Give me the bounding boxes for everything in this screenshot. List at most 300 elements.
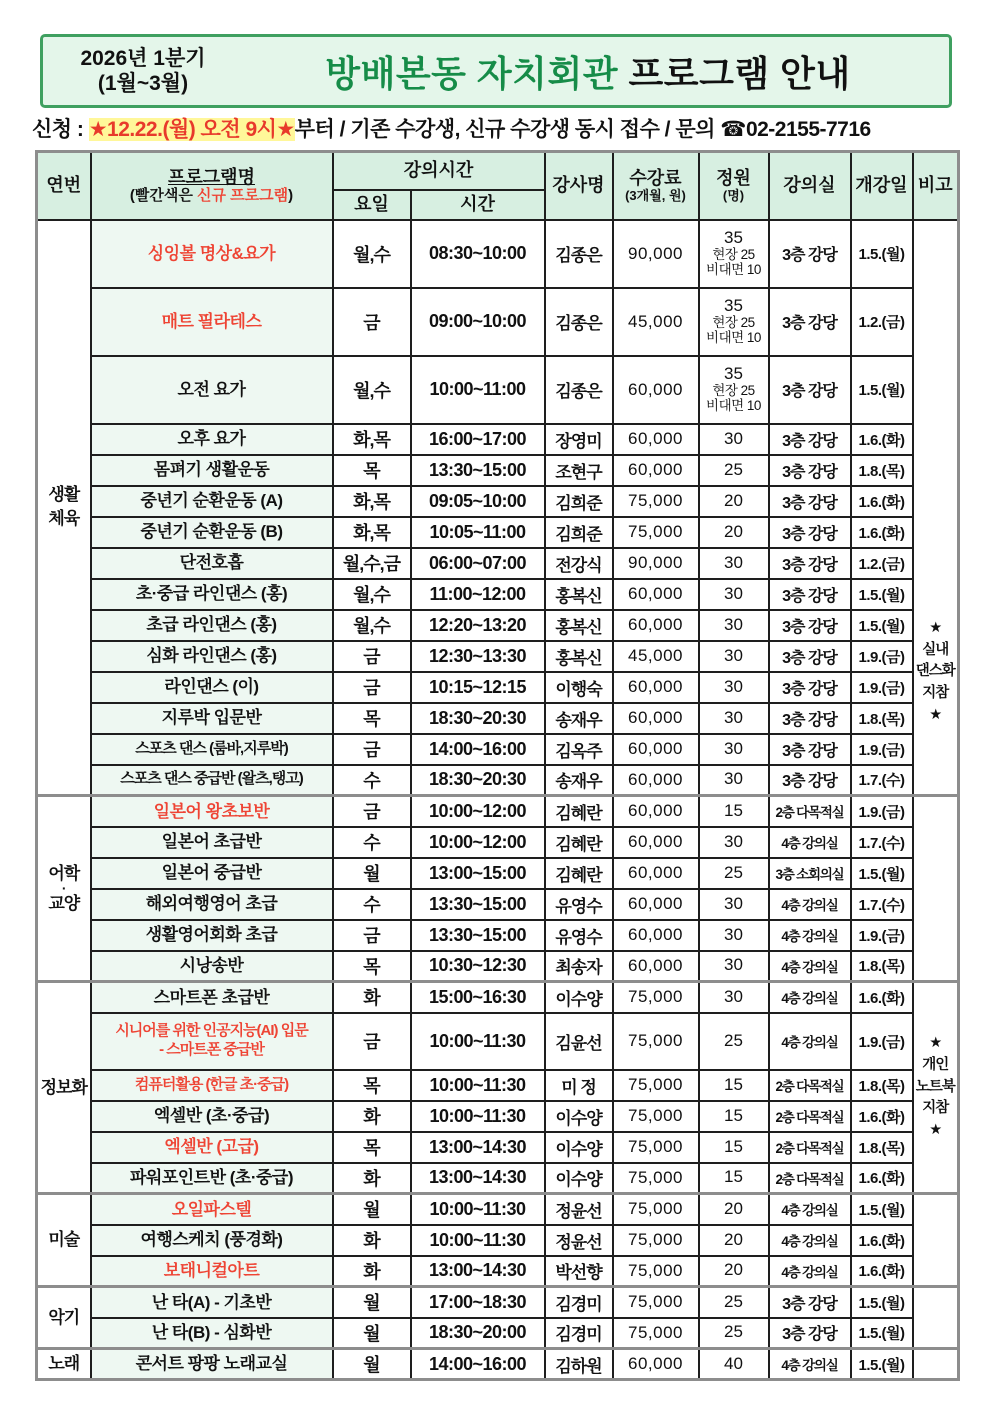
teacher-cell: 김희준 <box>545 517 613 548</box>
room-cell: 3층 강당 <box>769 734 851 765</box>
capacity-sub: 현장 25 <box>712 247 755 262</box>
time-cell: 11:00~12:00 <box>411 579 545 610</box>
fee-cell: 75,000 <box>613 486 699 517</box>
category-label-line: 악기 <box>48 1307 80 1327</box>
capacity-main: 30 <box>724 924 743 944</box>
program-name-cell <box>91 288 333 356</box>
program-name-cell <box>91 920 333 951</box>
day-cell: 화 <box>333 1256 411 1287</box>
fee-cell: 75,000 <box>613 1013 699 1070</box>
category-cell <box>37 796 91 982</box>
program-name-text: 엑셀반 (고급) <box>164 1137 259 1157</box>
table-row <box>37 734 959 765</box>
table-row <box>37 703 959 734</box>
day-cell: 금 <box>333 641 411 672</box>
capacity-main: 35 <box>724 228 743 248</box>
capacity-main: 20 <box>724 1229 743 1249</box>
table-row <box>37 1256 959 1287</box>
program-name-cell <box>91 579 333 610</box>
start-date-cell: 1.5.(월) <box>851 858 913 889</box>
table-row <box>37 455 959 486</box>
day-cell: 월 <box>333 1318 411 1349</box>
capacity-header-line1: 정원 <box>716 167 751 188</box>
room-cell: 3층 강당 <box>769 517 851 548</box>
table-row <box>37 641 959 672</box>
time-cell: 15:00~16:30 <box>411 982 545 1013</box>
start-date-cell: 1.9.(금) <box>851 672 913 703</box>
day-cell: 금 <box>333 1013 411 1070</box>
teacher-cell: 김옥주 <box>545 734 613 765</box>
program-name-text: 몸펴기 생활운동 <box>153 460 270 480</box>
table-row <box>37 1349 959 1380</box>
program-name-text: 엑셀반 (초·중급) <box>153 1106 270 1126</box>
col-header-teacher: 강사명 <box>545 152 613 220</box>
room-cell: 3층 강당 <box>769 765 851 796</box>
capacity-main: 20 <box>724 521 743 541</box>
capacity-main: 30 <box>724 707 743 727</box>
header-row-1 <box>37 152 959 190</box>
room-cell: 3층 강당 <box>769 455 851 486</box>
table-row <box>37 920 959 951</box>
page-title-green: 방배본동 자치회관 <box>325 52 619 94</box>
category-cell <box>37 1349 91 1380</box>
capacity-cell <box>699 765 769 796</box>
teacher-cell: 김경미 <box>545 1287 613 1318</box>
category-label-line: 정보화 <box>40 1077 87 1097</box>
note-cell <box>913 1349 959 1380</box>
capacity-main: 15 <box>724 1074 743 1094</box>
room-cell: 2층 다목적실 <box>769 1163 851 1194</box>
program-name-text: 오전 요가 <box>177 379 246 399</box>
start-date-cell: 1.6.(화) <box>851 1256 913 1287</box>
table-row <box>37 220 959 288</box>
capacity-main: 20 <box>724 490 743 510</box>
capacity-main: 25 <box>724 1291 743 1311</box>
room-cell: 3층 강당 <box>769 672 851 703</box>
teacher-cell: 정윤선 <box>545 1225 613 1256</box>
fee-cell: 60,000 <box>613 734 699 765</box>
capacity-main: 30 <box>724 552 743 572</box>
start-date-cell: 1.5.(월) <box>851 1318 913 1349</box>
table-row <box>37 579 959 610</box>
program-name-cell <box>91 486 333 517</box>
fee-cell: 60,000 <box>613 579 699 610</box>
day-cell: 월 <box>333 1287 411 1318</box>
teacher-cell: 김종은 <box>545 356 613 424</box>
fee-cell: 75,000 <box>613 1101 699 1132</box>
day-cell: 수 <box>333 889 411 920</box>
start-date-cell: 1.2.(금) <box>851 288 913 356</box>
room-cell: 2층 다목적실 <box>769 1101 851 1132</box>
teacher-cell: 전강식 <box>545 548 613 579</box>
room-cell: 2층 다목적실 <box>769 796 851 827</box>
capacity-main: 30 <box>724 738 743 758</box>
start-date-cell: 1.6.(화) <box>851 1163 913 1194</box>
teacher-cell: 이수양 <box>545 1132 613 1163</box>
fee-cell: 60,000 <box>613 889 699 920</box>
time-cell: 08:30~10:00 <box>411 220 545 288</box>
start-date-cell: 1.6.(화) <box>851 1101 913 1132</box>
capacity-main: 30 <box>724 893 743 913</box>
capacity-main: 25 <box>724 862 743 882</box>
capacity-sub: 비대면 10 <box>706 397 761 413</box>
day-cell: 수 <box>333 765 411 796</box>
capacity-cell <box>699 288 769 356</box>
program-name-text: 일본어 중급반 <box>161 863 262 883</box>
col-header-room: 강의실 <box>769 152 851 220</box>
fee-cell: 60,000 <box>613 356 699 424</box>
fee-cell: 60,000 <box>613 827 699 858</box>
day-cell: 월 <box>333 1194 411 1225</box>
category-label-line: 노래 <box>48 1354 80 1374</box>
note-line: 지참 <box>922 685 949 702</box>
capacity-cell <box>699 641 769 672</box>
program-name-text: 초·중급 라인댄스 (홍) <box>135 584 288 604</box>
teacher-cell: 정윤선 <box>545 1194 613 1225</box>
phone-number: 02-2155-7716 <box>745 118 871 141</box>
fee-cell: 75,000 <box>613 1194 699 1225</box>
capacity-cell <box>699 982 769 1013</box>
start-date-cell: 1.8.(목) <box>851 951 913 982</box>
program-name-cell <box>91 220 333 288</box>
capacity-cell <box>699 579 769 610</box>
col-header-program-title: 프로그램명 <box>168 166 255 187</box>
teacher-cell: 김혜란 <box>545 796 613 827</box>
capacity-cell <box>699 356 769 424</box>
capacity-cell <box>699 455 769 486</box>
day-cell: 화 <box>333 1101 411 1132</box>
table-row <box>37 1101 959 1132</box>
col-header-time: 시간 <box>411 190 545 220</box>
table-row <box>37 486 959 517</box>
table-row <box>37 288 959 356</box>
room-cell: 4층 강의실 <box>769 920 851 951</box>
capacity-cell <box>699 889 769 920</box>
start-date-cell: 1.9.(금) <box>851 641 913 672</box>
table-row <box>37 765 959 796</box>
capacity-cell <box>699 1318 769 1349</box>
teacher-cell: 박선향 <box>545 1256 613 1287</box>
fee-cell: 75,000 <box>613 1163 699 1194</box>
col-header-program-note <box>93 187 331 204</box>
room-cell: 3층 강당 <box>769 356 851 424</box>
start-date-cell: 1.9.(금) <box>851 796 913 827</box>
capacity-main: 30 <box>724 955 743 975</box>
capacity-main: 40 <box>724 1353 743 1373</box>
room-cell: 4층 강의실 <box>769 982 851 1013</box>
teacher-cell: 미 정 <box>545 1070 613 1101</box>
table-row <box>37 1287 959 1318</box>
program-name-text: 시낭송반 <box>179 956 244 976</box>
table-row <box>37 1070 959 1101</box>
teacher-cell: 김경미 <box>545 1318 613 1349</box>
capacity-cell <box>699 486 769 517</box>
day-cell: 금 <box>333 920 411 951</box>
capacity-main: 25 <box>724 1030 743 1050</box>
room-cell: 3층 강당 <box>769 610 851 641</box>
program-name-cell <box>91 356 333 424</box>
table-row <box>37 1194 959 1225</box>
note-line: 노트북 <box>915 1078 955 1095</box>
day-cell: 목 <box>333 1132 411 1163</box>
program-name-cell <box>91 1349 333 1380</box>
room-cell: 3층 강당 <box>769 220 851 288</box>
capacity-cell <box>699 220 769 288</box>
table-row <box>37 1225 959 1256</box>
time-cell: 10:00~11:30 <box>411 1013 545 1070</box>
day-cell: 월,수 <box>333 220 411 288</box>
notice-middle: 부터 / 기존 수강생, 신규 수강생 동시 접수 / 문의 <box>294 118 721 141</box>
program-name-cell <box>91 672 333 703</box>
teacher-cell: 송재우 <box>545 703 613 734</box>
room-cell: 3층 강당 <box>769 1287 851 1318</box>
time-cell: 09:05~10:00 <box>411 486 545 517</box>
time-cell: 10:00~11:30 <box>411 1225 545 1256</box>
start-date-cell: 1.6.(화) <box>851 1225 913 1256</box>
category-label-line: 생활 <box>48 485 80 505</box>
time-cell: 10:00~11:00 <box>411 356 545 424</box>
time-cell: 10:05~11:00 <box>411 517 545 548</box>
day-cell: 월,수 <box>333 579 411 610</box>
note-line: ★ <box>929 619 942 636</box>
program-name-cell <box>91 703 333 734</box>
room-cell: 3층 소회의실 <box>769 858 851 889</box>
program-name-cell <box>91 734 333 765</box>
time-cell: 10:00~11:30 <box>411 1194 545 1225</box>
program-name-text: 중년기 순환운동 (A) <box>140 491 283 511</box>
category-label-line: · <box>61 880 66 897</box>
capacity-main: 30 <box>724 583 743 603</box>
capacity-cell <box>699 1013 769 1070</box>
start-date-cell: 1.8.(목) <box>851 1070 913 1101</box>
room-cell: 3층 강당 <box>769 548 851 579</box>
capacity-main: 15 <box>724 800 743 820</box>
fee-header-line2: (3개월, 원) <box>625 187 686 203</box>
col-header-fee <box>613 152 699 220</box>
quarter-label <box>43 46 243 96</box>
note-line: 실내 <box>922 641 949 658</box>
teacher-cell: 장영미 <box>545 424 613 455</box>
category-cell <box>37 982 91 1194</box>
note-line: ★ <box>929 1035 942 1052</box>
time-cell: 06:00~07:00 <box>411 548 545 579</box>
capacity-cell <box>699 796 769 827</box>
room-cell: 3층 강당 <box>769 424 851 455</box>
start-date-cell: 1.9.(금) <box>851 734 913 765</box>
capacity-main: 30 <box>724 676 743 696</box>
category-label-line: 교양 <box>48 893 80 913</box>
fee-cell: 90,000 <box>613 548 699 579</box>
room-cell: 3층 강당 <box>769 579 851 610</box>
table-row <box>37 1013 959 1070</box>
day-cell: 화,목 <box>333 424 411 455</box>
phone-icon: ☎ <box>720 118 746 141</box>
day-cell: 목 <box>333 703 411 734</box>
day-cell: 화,목 <box>333 517 411 548</box>
room-cell: 4층 강의실 <box>769 1194 851 1225</box>
teacher-cell: 김종은 <box>545 220 613 288</box>
table-row <box>37 356 959 424</box>
program-name-text: 심화 라인댄스 (홍) <box>146 646 277 666</box>
time-cell: 13:00~14:30 <box>411 1132 545 1163</box>
capacity-main: 15 <box>724 1167 743 1187</box>
program-name-text: 일본어 왕초보반 <box>153 801 270 821</box>
category-label-line: 체육 <box>48 509 80 529</box>
program-name-cell <box>91 1163 333 1194</box>
table-row <box>37 517 959 548</box>
fee-cell: 75,000 <box>613 982 699 1013</box>
start-date-cell: 1.8.(목) <box>851 1132 913 1163</box>
start-date-cell: 1.5.(월) <box>851 579 913 610</box>
program-name-text: 매트 필라테스 <box>161 311 262 331</box>
time-cell: 10:00~12:00 <box>411 796 545 827</box>
program-name-cell <box>91 641 333 672</box>
program-name-cell <box>91 1070 333 1101</box>
program-name-text: 초급 라인댄스 (홍) <box>146 615 277 635</box>
room-cell: 4층 강의실 <box>769 1256 851 1287</box>
note-line: 댄스화 <box>915 663 955 680</box>
col-header-capacity <box>699 152 769 220</box>
teacher-cell: 이행숙 <box>545 672 613 703</box>
room-cell: 2층 다목적실 <box>769 1132 851 1163</box>
teacher-cell: 홍복신 <box>545 610 613 641</box>
time-cell: 10:00~11:30 <box>411 1070 545 1101</box>
capacity-cell <box>699 1225 769 1256</box>
time-cell: 12:20~13:20 <box>411 610 545 641</box>
category-label-line: 미술 <box>48 1230 80 1250</box>
table-row <box>37 889 959 920</box>
teacher-cell: 이수양 <box>545 1163 613 1194</box>
capacity-cell <box>699 1349 769 1380</box>
day-cell: 월,수,금 <box>333 548 411 579</box>
page-title <box>243 46 949 97</box>
capacity-main: 25 <box>724 459 743 479</box>
note-line: 지참 <box>922 1100 949 1117</box>
teacher-cell: 김윤선 <box>545 1013 613 1070</box>
time-cell: 14:00~16:00 <box>411 1349 545 1380</box>
start-date-cell: 1.6.(화) <box>851 486 913 517</box>
program-name-cell <box>91 858 333 889</box>
program-name-text: 보태니컬아트 <box>163 1261 260 1281</box>
program-name-text: 해외여행영어 초급 <box>145 894 278 914</box>
program-name-cell <box>91 1194 333 1225</box>
table-row <box>37 548 959 579</box>
program-name-text2: - 스마트폰 중급반 <box>159 1041 264 1058</box>
note-cell <box>913 1287 959 1349</box>
program-name-cell <box>91 1225 333 1256</box>
day-cell: 화 <box>333 1225 411 1256</box>
table-row <box>37 858 959 889</box>
fee-cell: 60,000 <box>613 796 699 827</box>
capacity-cell <box>699 734 769 765</box>
day-cell: 화 <box>333 1163 411 1194</box>
program-name-cell <box>91 517 333 548</box>
room-cell: 4층 강의실 <box>769 951 851 982</box>
start-date-cell: 1.5.(월) <box>851 610 913 641</box>
capacity-sub: 현장 25 <box>712 383 755 398</box>
fee-cell: 45,000 <box>613 641 699 672</box>
start-date-cell: 1.6.(화) <box>851 517 913 548</box>
teacher-cell: 김하원 <box>545 1349 613 1380</box>
start-date-cell: 1.8.(목) <box>851 703 913 734</box>
program-name-text: 오일파스텔 <box>171 1199 252 1219</box>
day-cell: 금 <box>333 672 411 703</box>
quarter-line2: (1월~3월) <box>97 72 189 95</box>
program-name-cell <box>91 765 333 796</box>
fee-cell: 60,000 <box>613 951 699 982</box>
teacher-cell: 유영수 <box>545 920 613 951</box>
capacity-cell <box>699 1070 769 1101</box>
col-header-program <box>91 152 333 220</box>
teacher-cell: 김종은 <box>545 288 613 356</box>
capacity-main: 30 <box>724 645 743 665</box>
room-cell: 4층 강의실 <box>769 1225 851 1256</box>
time-cell: 10:30~12:30 <box>411 951 545 982</box>
start-date-cell: 1.5.(월) <box>851 1287 913 1318</box>
program-name-text: 시니어를 위한 인공지능(AI) 입문 <box>115 1022 308 1040</box>
capacity-cell <box>699 1163 769 1194</box>
note-cell <box>913 796 959 982</box>
room-cell: 3층 강당 <box>769 486 851 517</box>
teacher-cell: 이수양 <box>545 982 613 1013</box>
col-header-no: 연번 <box>37 152 91 220</box>
category-cell <box>37 1194 91 1287</box>
capacity-cell <box>699 920 769 951</box>
fee-cell: 75,000 <box>613 1132 699 1163</box>
start-date-cell: 1.7.(수) <box>851 889 913 920</box>
program-name-cell <box>91 1318 333 1349</box>
program-note-red: 신규 프로그램 <box>197 187 289 205</box>
program-name-text: 단전호흡 <box>179 553 244 573</box>
start-date-cell: 1.5.(월) <box>851 1349 913 1380</box>
program-name-cell <box>91 1101 333 1132</box>
note-line: 개인 <box>922 1056 949 1073</box>
capacity-cell <box>699 610 769 641</box>
start-date-cell: 1.8.(목) <box>851 455 913 486</box>
capacity-main: 30 <box>724 986 743 1006</box>
capacity-sub: 현장 25 <box>712 315 755 330</box>
time-cell: 10:15~12:15 <box>411 672 545 703</box>
fee-cell: 75,000 <box>613 1287 699 1318</box>
day-cell: 금 <box>333 288 411 356</box>
program-name-text: 스마트폰 초급반 <box>153 987 270 1007</box>
fee-cell: 90,000 <box>613 220 699 288</box>
capacity-main: 30 <box>724 769 743 789</box>
start-date-cell: 1.7.(수) <box>851 765 913 796</box>
day-cell: 목 <box>333 455 411 486</box>
capacity-cell <box>699 1256 769 1287</box>
start-date-cell: 1.5.(월) <box>851 220 913 288</box>
program-name-cell <box>91 548 333 579</box>
table-row <box>37 951 959 982</box>
apply-date-highlight: ★12.22.(월) 오전 9시★ <box>88 118 295 141</box>
program-note-pre: (빨간색은 <box>129 187 197 205</box>
capacity-main: 30 <box>724 428 743 448</box>
table-row <box>37 1163 959 1194</box>
col-header-note: 비고 <box>913 152 959 220</box>
program-name-text: 지루박 입문반 <box>161 708 262 728</box>
fee-cell: 60,000 <box>613 765 699 796</box>
time-cell: 18:30~20:30 <box>411 703 545 734</box>
capacity-cell <box>699 517 769 548</box>
start-date-cell: 1.5.(월) <box>851 1194 913 1225</box>
program-name-cell <box>91 951 333 982</box>
day-cell: 화 <box>333 982 411 1013</box>
program-name-text: 일본어 초급반 <box>161 832 262 852</box>
capacity-main: 15 <box>724 1105 743 1125</box>
program-name-text: 파워포인트반 (초·중급) <box>129 1168 293 1188</box>
category-cell <box>37 220 91 796</box>
